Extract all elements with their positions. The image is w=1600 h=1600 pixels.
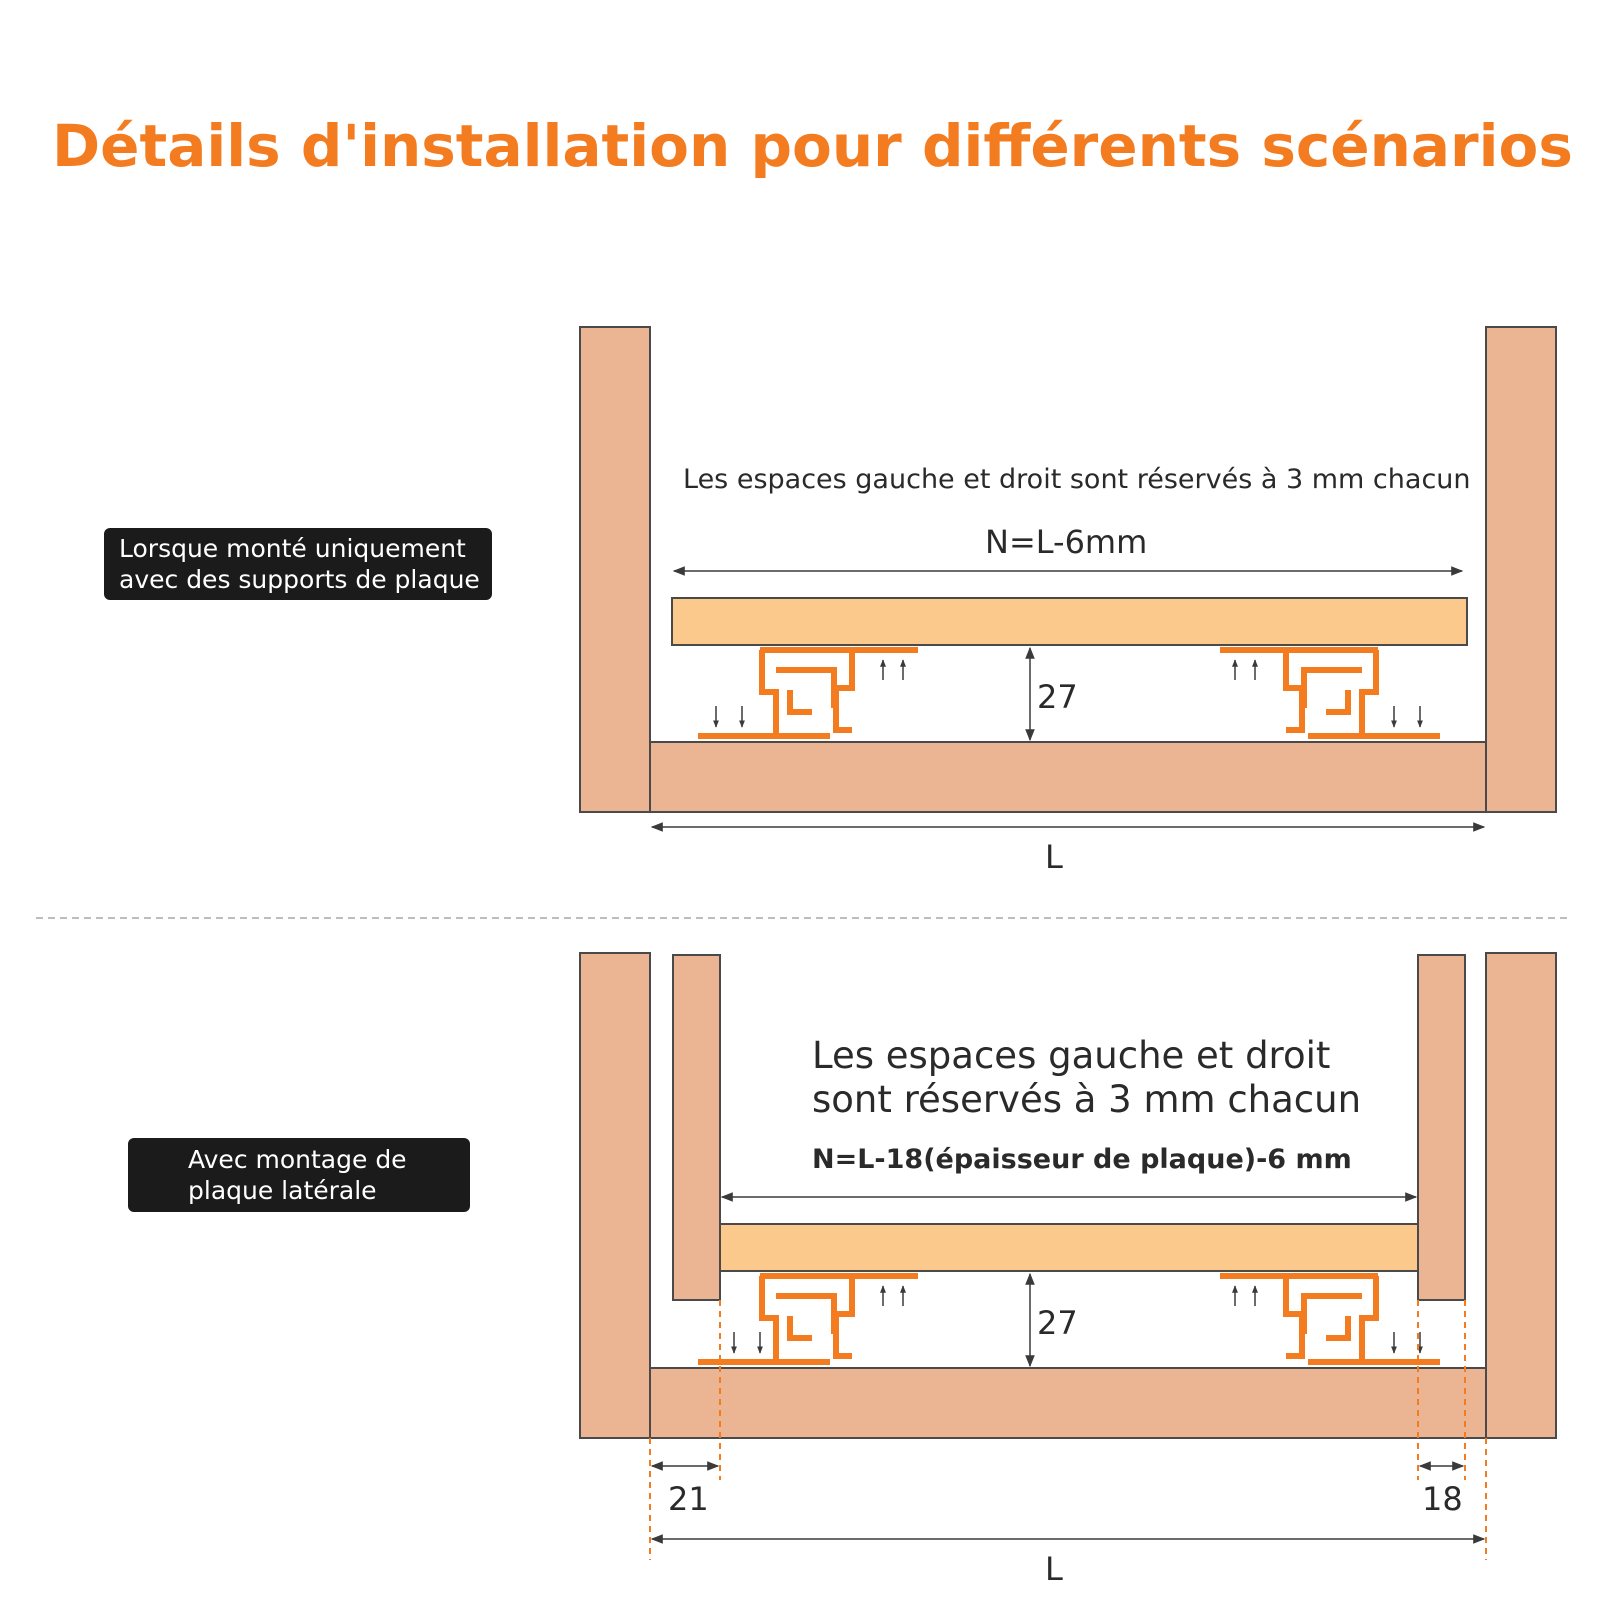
scenario-2-right-gap-label: 18 [1422, 1480, 1463, 1518]
scenario-1-badge-line-1: Lorsque monté uniquement [119, 534, 466, 563]
scenario-1-formula: N=L-6mm [985, 523, 1148, 561]
scenario-1-height-label: 27 [1037, 678, 1078, 716]
scenario-1-badge-line-2: avec des supports de plaque [119, 565, 480, 594]
scenario-1-width-label: L [1045, 838, 1063, 876]
scenario-1-diagram [580, 327, 1556, 876]
side-plate-right [1418, 955, 1465, 1300]
scenario-2-left-gap-label: 21 [668, 1480, 709, 1518]
scenario-2-height-label: 27 [1037, 1304, 1078, 1342]
cabinet-left-wall [580, 953, 650, 1438]
drawer-slide-icon [1220, 650, 1440, 736]
drawer-slide-icon [698, 650, 918, 736]
cabinet-bottom [650, 1368, 1486, 1438]
drawer-slide-icon [698, 1276, 918, 1362]
scenario-2-diagram [580, 953, 1556, 1588]
cabinet-right-wall [1486, 327, 1556, 812]
cabinet-right-wall [1486, 953, 1556, 1438]
scenario-1-note: Les espaces gauche et droit sont réservés à 3 mm chacun [683, 464, 1471, 495]
cabinet-bottom [650, 742, 1486, 812]
scenario-2-badge-line-2: plaque latérale [188, 1176, 377, 1205]
side-plate-left [673, 955, 720, 1300]
scenario-2-badge-line-1: Avec montage de [188, 1145, 407, 1174]
cabinet-left-wall [580, 327, 650, 812]
arrow-up-icon [883, 660, 1255, 680]
scenario-2-formula: N=L-18(épaisseur de plaque)-6 mm [812, 1144, 1352, 1175]
page-title: Détails d'installation pour différents scénarios [52, 112, 1573, 180]
scenario-2-note-line-1: Les espaces gauche et droit [812, 1034, 1331, 1077]
arrow-up-icon [883, 1286, 1255, 1306]
scenario-2-note-line-2: sont réservés à 3 mm chacun [812, 1078, 1362, 1121]
drawer-board [672, 598, 1467, 645]
drawer-slide-icon [1220, 1276, 1440, 1362]
scenario-2-width-label: L [1045, 1550, 1063, 1588]
drawer-board [720, 1224, 1418, 1271]
